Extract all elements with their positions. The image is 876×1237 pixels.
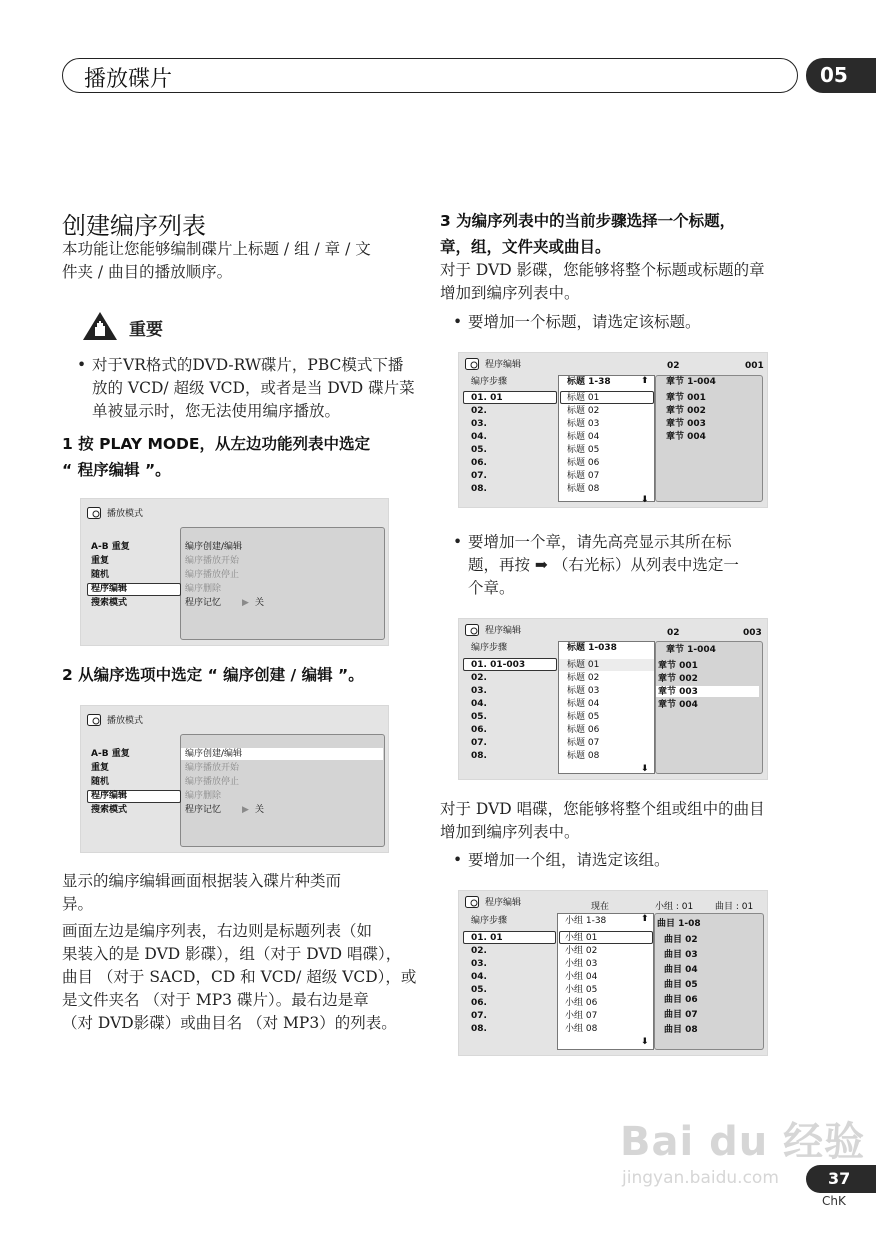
- opt-delete: 编序删除: [185, 584, 222, 594]
- list-item[interactable]: 小组 08: [565, 1024, 598, 1034]
- disc-icon: [87, 714, 101, 726]
- opt-memory[interactable]: 程序记忆: [185, 598, 222, 608]
- down-arrow-icon[interactable]: ⬇: [641, 764, 649, 774]
- opt-delete: 编序删除: [185, 791, 222, 801]
- menu-repeat[interactable]: 重复: [91, 763, 110, 773]
- opt-memory[interactable]: 程序记忆: [185, 805, 222, 815]
- menu-program-edit[interactable]: 程序编辑: [91, 584, 128, 594]
- opt-play-stop: 编序播放停止: [185, 570, 240, 580]
- menu-random[interactable]: 随机: [91, 570, 110, 580]
- menu-ab-repeat[interactable]: A-B 重复: [91, 542, 130, 552]
- opt-create-edit[interactable]: 编序创建/编辑: [185, 542, 243, 552]
- list-item[interactable]: 标题 02: [567, 673, 600, 683]
- opt-play-start: 编序播放开始: [185, 763, 240, 773]
- warning-hand-icon: [82, 311, 118, 341]
- disc-icon: [465, 896, 479, 908]
- list-item[interactable]: 标题 03: [567, 419, 600, 429]
- list-item[interactable]: 标题 07: [567, 738, 600, 748]
- list-item[interactable]: 标题 08: [567, 751, 600, 761]
- dvd-audio-text: 对于 DVD 唱碟，您能够将整个组或组中的曲目 增加到编序列表中。: [440, 800, 765, 841]
- menu-search-mode[interactable]: 搜索模式: [91, 805, 128, 815]
- list-item[interactable]: 小组 01: [565, 933, 598, 943]
- list-item[interactable]: 小组 07: [565, 1011, 598, 1021]
- watermark-logo: Bai du 经验: [620, 1119, 866, 1165]
- program-edit-screen-a: 程序编辑 02 001 编序步骤 标题 1-38 ⬆ 章节 1-004 01. 01 02. 03. 04. 05. 06. 07. 08. 标题 01 标题 02 标题 03 标题 04 标题 05 标题 06 标题 07 标题 08 ⬇ 章节 001 章节 002 章节 003 章节 004: [458, 352, 768, 508]
- page-header-title: 播放碟片: [84, 67, 173, 92]
- language-code: ChK: [822, 1194, 846, 1208]
- menu-ab-repeat[interactable]: A-B 重复: [91, 749, 130, 759]
- menu-repeat[interactable]: 重复: [91, 556, 110, 566]
- playmode-screen-2: 播放模式 A-B 重复 重复 随机 程序编辑 搜索模式 编序创建/编辑 编序播放开始 编序播放停止 编序删除 程序记忆 ▶ 关: [80, 705, 389, 853]
- menu-random[interactable]: 随机: [91, 777, 110, 787]
- page-number: 37: [806, 1165, 876, 1193]
- step-1: 1 按 PLAY MODE，从左边功能列表中选定 “ 程序编辑 ”。: [62, 435, 371, 479]
- memory-value: 关: [255, 805, 265, 815]
- step-2: 2 从编序选项中选定 “ 编序创建 / 编辑 ”。: [62, 666, 364, 684]
- bullet-group: • 要增加一个组，请选定该组。: [468, 849, 670, 872]
- right-arrow-icon: ▶: [242, 598, 249, 608]
- menu-search-mode[interactable]: 搜索模式: [91, 598, 128, 608]
- step-3: 3 为编序列表中的当前步骤选择一个标题， 章，组，文件夹或曲目。: [440, 212, 736, 256]
- important-note: • 对于VR格式的DVD-RW碟片，PBC模式下播 放的 VCD/ 超级 VCD，或者是当 DVD 碟片菜 单被显示时，您无法使用编序播放。: [92, 354, 415, 423]
- chapter-badge: 05: [806, 58, 876, 93]
- list-item[interactable]: 标题 06: [567, 458, 600, 468]
- list-item[interactable]: 标题 08: [567, 484, 600, 494]
- disc-icon: [465, 358, 479, 370]
- memory-value: 关: [255, 598, 265, 608]
- dvd-text: 对于 DVD 影碟，您能够将整个标题或标题的章 增加到编序列表中。: [440, 261, 765, 302]
- list-item[interactable]: 小组 04: [565, 972, 598, 982]
- menu-program-edit[interactable]: 程序编辑: [91, 791, 128, 801]
- down-arrow-icon[interactable]: ⬇: [641, 495, 649, 505]
- watermark-url: jingyan.baidu.com: [622, 1168, 779, 1188]
- disc-icon: [87, 507, 101, 519]
- opt-play-stop: 编序播放停止: [185, 777, 240, 787]
- intro-text: 本功能让您能够编制碟片上标题 / 组 / 章 / 文 件夹 / 曲目的播放顺序。: [62, 240, 371, 281]
- list-item[interactable]: 小组 06: [565, 998, 598, 1008]
- list-item[interactable]: 小组 02: [565, 946, 598, 956]
- opt-play-start: 编序播放开始: [185, 556, 240, 566]
- program-edit-screen-b: 程序编辑 02 003 编序步骤 标题 1-038 章节 1-004 01. 01-003 02. 03. 04. 05. 06. 07. 08. 标题 01 标题 02 标题 03 标题 04 标题 05 标题 06 标题 07 标题 08 ⬇ 章节 001 章节 002 章节 003 章节 004: [458, 618, 768, 780]
- up-arrow-icon[interactable]: ⬆: [641, 376, 649, 386]
- desc-text-2: 画面左边是编序列表，右边则是标题列表（如 果装入的是 DVD 影碟），组（对于 DVD 唱碟）， 曲目 （对于 SACD，CD 和 VCD/ 超级 VCD），或 是文件夹名 （对于 MP3 碟片）。最右边是章 （对 DVD影碟）或曲目名 （对 MP3）的列表。: [62, 922, 417, 1032]
- disc-icon: [465, 624, 479, 636]
- list-item[interactable]: 标题 04: [567, 432, 600, 442]
- header-bar: [62, 58, 798, 93]
- list-item[interactable]: 标题 04: [567, 699, 600, 709]
- section-title: 创建编序列表: [62, 212, 206, 240]
- list-item[interactable]: 标题 05: [567, 712, 600, 722]
- desc-text: 显示的编序编辑画面根据装入碟片种类而 异。: [62, 872, 342, 913]
- list-item[interactable]: 标题 02: [567, 406, 600, 416]
- playmode-screen-1: 播放模式 A-B 重复 重复 随机 程序编辑 搜索模式 编序创建/编辑 编序播放开始 编序播放停止 编序删除 程序记忆 ▶ 关: [80, 498, 389, 646]
- list-item[interactable]: 标题 01: [567, 660, 600, 670]
- opt-create-edit[interactable]: 编序创建/编辑: [185, 749, 243, 759]
- list-item[interactable]: 小组 03: [565, 959, 598, 969]
- list-item[interactable]: 标题 05: [567, 445, 600, 455]
- down-arrow-icon[interactable]: ⬇: [641, 1037, 649, 1047]
- list-item[interactable]: 标题 03: [567, 686, 600, 696]
- bullet-chapter: • 要增加一个章，请先高亮显示其所在标 题，再按 ➡ （右光标）从列表中选定一 个章。: [468, 531, 739, 600]
- list-item[interactable]: 标题 06: [567, 725, 600, 735]
- list-item[interactable]: 标题 01: [567, 393, 600, 403]
- list-item[interactable]: 标题 07: [567, 471, 600, 481]
- program-edit-screen-c: 程序编辑 现在 小组 : 01 曲目 : 01 编序步骤 小组 1-38 ⬆ 曲目 1-08 01. 01 02. 03. 04. 05. 06. 07. 08. 小组 01 小组 02 小组 03 小组 04 小组 05 小组 06 小组 07 小组 08 ⬇ 曲目 02 曲目 03 曲目 04 曲目 05 曲目 06 曲目 07 曲目 08: [458, 890, 768, 1056]
- list-item[interactable]: 小组 05: [565, 985, 598, 995]
- up-arrow-icon[interactable]: ⬆: [641, 914, 649, 924]
- bullet-title: • 要增加一个标题，请选定该标题。: [468, 311, 701, 334]
- important-label: 重要: [129, 320, 163, 340]
- right-arrow-icon: ▶: [242, 805, 249, 815]
